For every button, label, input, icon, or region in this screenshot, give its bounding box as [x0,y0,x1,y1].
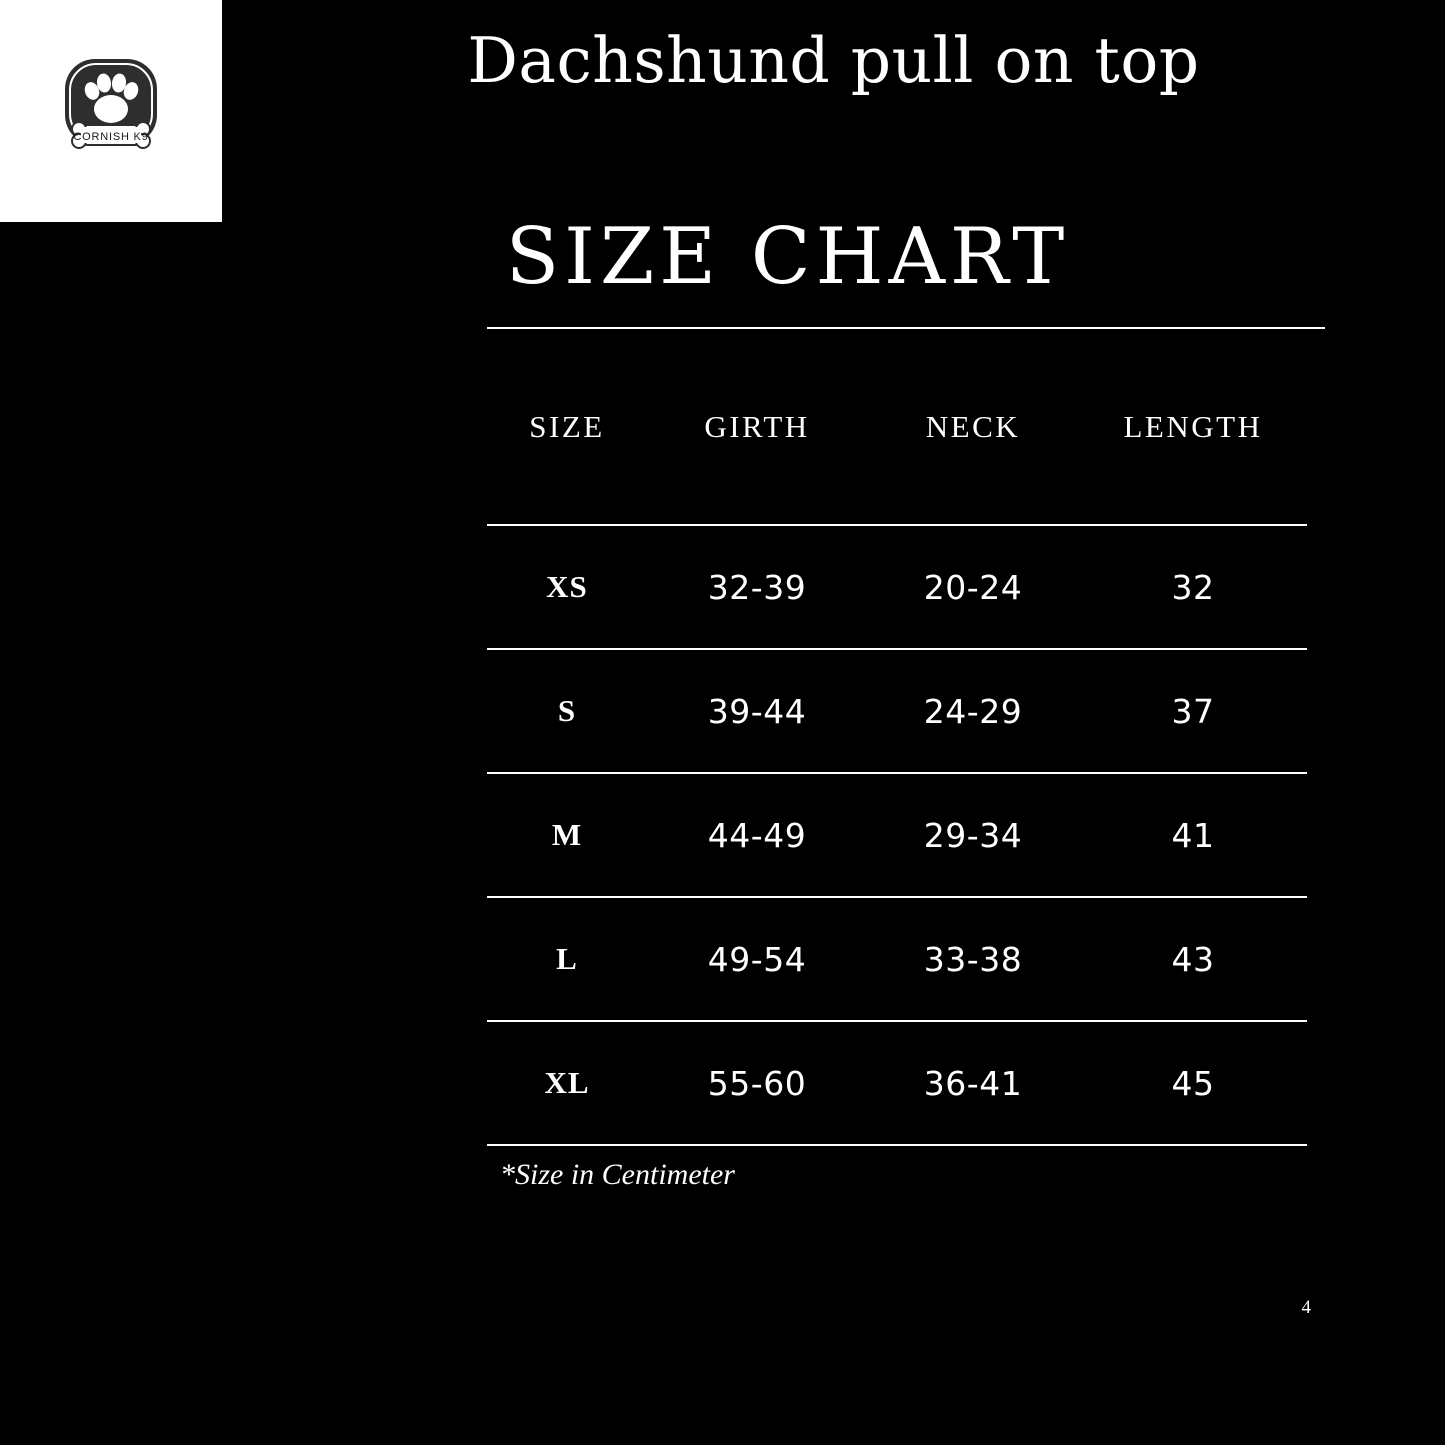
cornish-k9-badge [51,51,171,171]
brand-logo-box [0,0,222,222]
cell-length: 37 [1079,649,1307,773]
cell-girth: 32-39 [647,525,867,649]
column-header-length: LENGTH [1123,408,1263,444]
size-unit-footnote: *Size in Centimeter [500,1158,735,1191]
table-row [487,649,1307,773]
cell-girth: 44-49 [647,773,867,897]
cell-neck: 20-24 [867,525,1079,649]
cell-girth: 39-44 [647,649,867,773]
brand-text: CORNISH K9 [73,131,149,143]
cell-neck: 24-29 [867,649,1079,773]
table-row [487,773,1307,897]
cell-size: M [487,773,647,897]
cell-size: XL [487,1021,647,1145]
cell-neck: 29-34 [867,773,1079,897]
size-chart-heading: SIZE CHART [505,212,1070,302]
cell-length: 41 [1079,773,1307,897]
table-header-row [487,329,1307,525]
cell-girth: 49-54 [647,897,867,1021]
table-row [487,525,1307,649]
cell-neck: 36-41 [867,1021,1079,1145]
cell-neck: 33-38 [867,897,1079,1021]
cell-length: 32 [1079,525,1307,649]
paw-print-icon [51,51,171,171]
cell-size: L [487,897,647,1021]
column-header-girth: GIRTH [704,408,810,444]
size-chart-table [487,329,1307,1146]
page-number: 4 [1301,1297,1311,1318]
cell-length: 45 [1079,1021,1307,1145]
table-row [487,897,1307,1021]
size-chart-table-wrap [487,327,1325,1146]
page-title: Dachshund pull on top [467,24,1200,97]
column-header-size: SIZE [529,408,605,444]
table-row [487,1021,1307,1145]
cell-size: S [487,649,647,773]
cell-length: 43 [1079,897,1307,1021]
cell-size: XS [487,525,647,649]
cell-girth: 55-60 [647,1021,867,1145]
column-header-neck: NECK [925,408,1021,444]
